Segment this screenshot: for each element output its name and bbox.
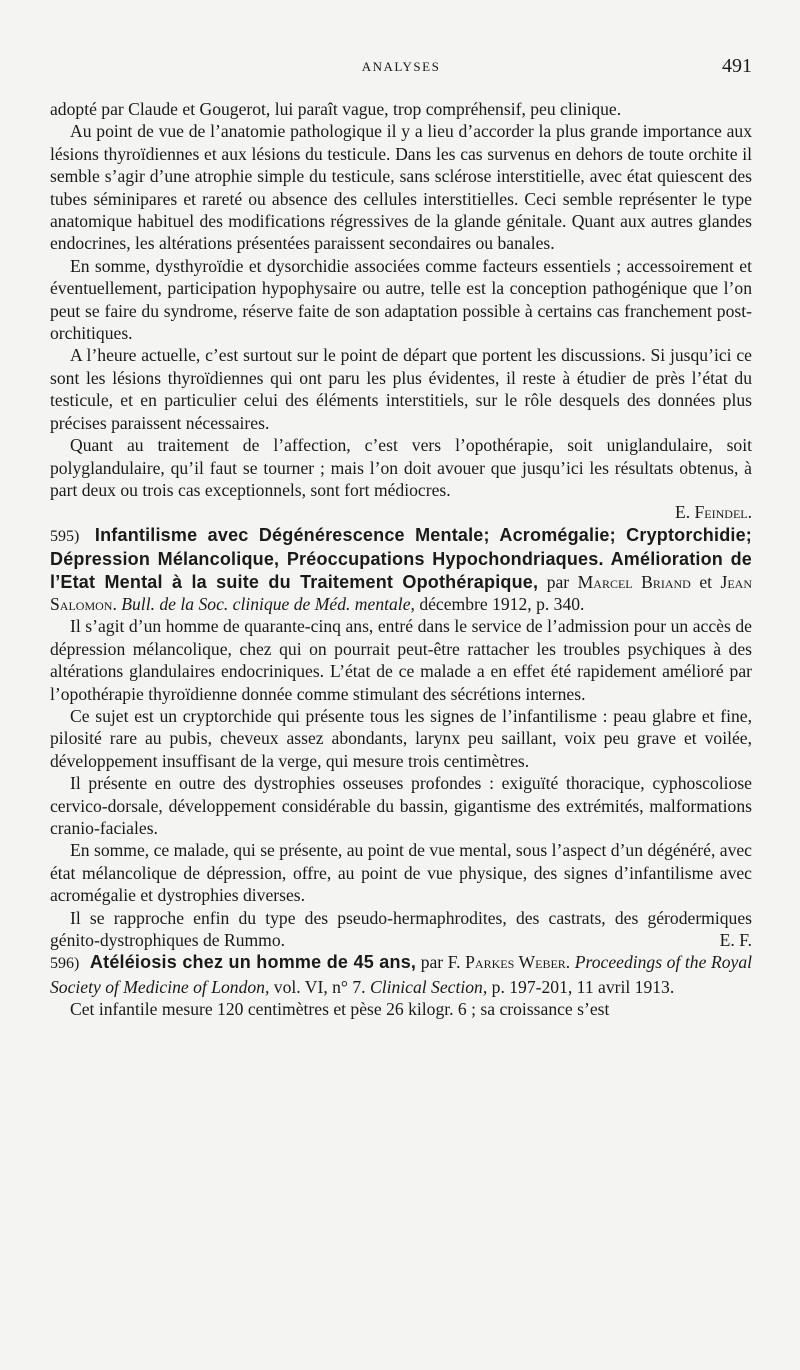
journal-name: Proceedings of the Royal Society of Medicine of London, <box>50 952 753 997</box>
paragraph: Il s’agit d’un homme de quarante-cinq ans, entré dans le service de l’admission pour un accès de dépression mélancolique, chez qui on pourrait peut-être rattacher les troubles psychiques à des altérations glandulaires endocriniques. L’état de ce malade a en effet été rapidement amélioré par l’opothérapie thyroïdienne donnée comme stimulant des sécrétions internes. <box>50 616 752 704</box>
entry-number: 596) <box>50 955 80 973</box>
publication-date: p. 197-201, 11 avril 1913. <box>491 976 675 997</box>
entry-title: Infantilisme avec Dégénérescence Mentale; Acromégalie; Cryptorchidie; Dépression Mélancolique, Préoccupations Hypochondriaques. Amélioration de l’Etat Mental à la suite du Traitement Opothérapique, <box>50 524 752 592</box>
paragraph-text: Il se rapproche enfin du type des pseudo-hermaphrodites, des castrats, des gérodermiques génito-dystrophiques de Rummo. <box>50 907 752 951</box>
journal-name: Bull. de la Soc. clinique de Méd. mentale, <box>121 593 415 614</box>
entry-595-heading <box>50 524 752 616</box>
running-title: ANALYSES <box>361 59 441 74</box>
publication-date: décembre 1912, p. 340. <box>419 593 585 614</box>
journal-volume: vol. VI, n° 7. <box>273 976 366 997</box>
by-word: par <box>546 571 570 592</box>
paragraph: Au point de vue de l’anatomie pathologique il y a lieu d’accorder la plus grande importance aux lésions thyroïdiennes et aux lésions du testicule. Dans les cas survenus en dehors de toute orchite il semble s’agir d’une atrophie simple du testicule, sans sclérose interstitielle, avec état quiescent des tubes séminipares et rareté ou absence des cellules interstitielles. Ceci semble représenter le type anatomique habituel des modifications régressives de la glande génitale. Quant aux autres glandes endocrines, les altérations présentées paraissent secondaires ou banales. <box>50 121 752 254</box>
paragraph: En somme, dysthyroïdie et dysorchidie associées comme facteurs essentiels ; accessoirement et éventuellement, participation hypophysaire ou autre, telle est la conception pathogénique que l’on peut se faire du syndrome, réserve faite de son adaptation possible à certains cas franchement post-orchitiques. <box>50 255 752 344</box>
by-word: par <box>420 952 444 973</box>
author-name: F. Parkes Weber. <box>447 952 571 973</box>
entry-title: Atéléiosis chez un homme de 45 ans, <box>89 952 417 973</box>
paragraph: Quant au traitement de l’affection, c’est vers l’opothérapie, soit uniglandulaire, soit polyglandulaire, qu’il faut se tourner ; mais l’on doit avouer que jusqu’ici les résultats obtenus, à part deux ou trois cas exceptionnels, sont fort médiocres. <box>50 435 752 500</box>
entry-596-heading <box>50 951 752 998</box>
author-name: Marcel Briand <box>577 571 691 592</box>
paragraph: En somme, ce malade, qui se présente, au point de vue mental, sous l’aspect d’un dégénéré, avec état mélancolique de dépression, offre, au point de vue physique, des signes d’infantilisme avec acromégalie et dystrophies diverses. <box>50 840 752 906</box>
and-word: et <box>699 571 713 592</box>
paragraph: Cet infantile mesure 120 centimètres et pèse 26 kilogr. 6 ; sa croissance s’est <box>70 999 610 1020</box>
author-signature: E. Feindel. <box>674 502 752 523</box>
running-header <box>50 55 752 82</box>
paragraph: Il présente en outre des dystrophies osseuses profondes : exiguïté thoracique, cyphoscoliose cervico-dorsale, développement considérable du bassin, gigantisme des extrémités, malformations cranio-faciales. <box>50 773 752 838</box>
journal-section: Clinical Section, <box>369 976 488 997</box>
entry-number: 595) <box>50 527 80 545</box>
paragraph: Ce sujet est un cryptorchide qui présente tous les signes de l’infantilisme : peau glabre et fine, pilosité rare au pubis, cheveux assez abondants, larynx peu saillant, voix peu grave et voilée, développement insuffisant de la verge, qui mesure trois centimètres. <box>50 705 752 771</box>
paragraph: adopté par Claude et Gougerot, lui paraît vague, trop compréhensif, peu clinique. <box>50 99 622 119</box>
paragraph: A l’heure actuelle, c’est surtout sur le point de départ que portent les discussions. Si jusqu’ici ce sont les lésions thyroïdiennes qui ont paru les plus évidentes, il reste à étudier de près l’état du testicule, et en particulier celui des éléments interstitiels, sur le rôle desquels des données plus précises paraissent nécessaires. <box>50 345 752 433</box>
page-body <box>50 98 752 1021</box>
author-signature: E. F. <box>719 930 752 951</box>
page-number: 491 <box>722 55 752 77</box>
paragraph-with-signature <box>50 907 752 952</box>
author-name: Jean Salomon. <box>50 571 753 614</box>
